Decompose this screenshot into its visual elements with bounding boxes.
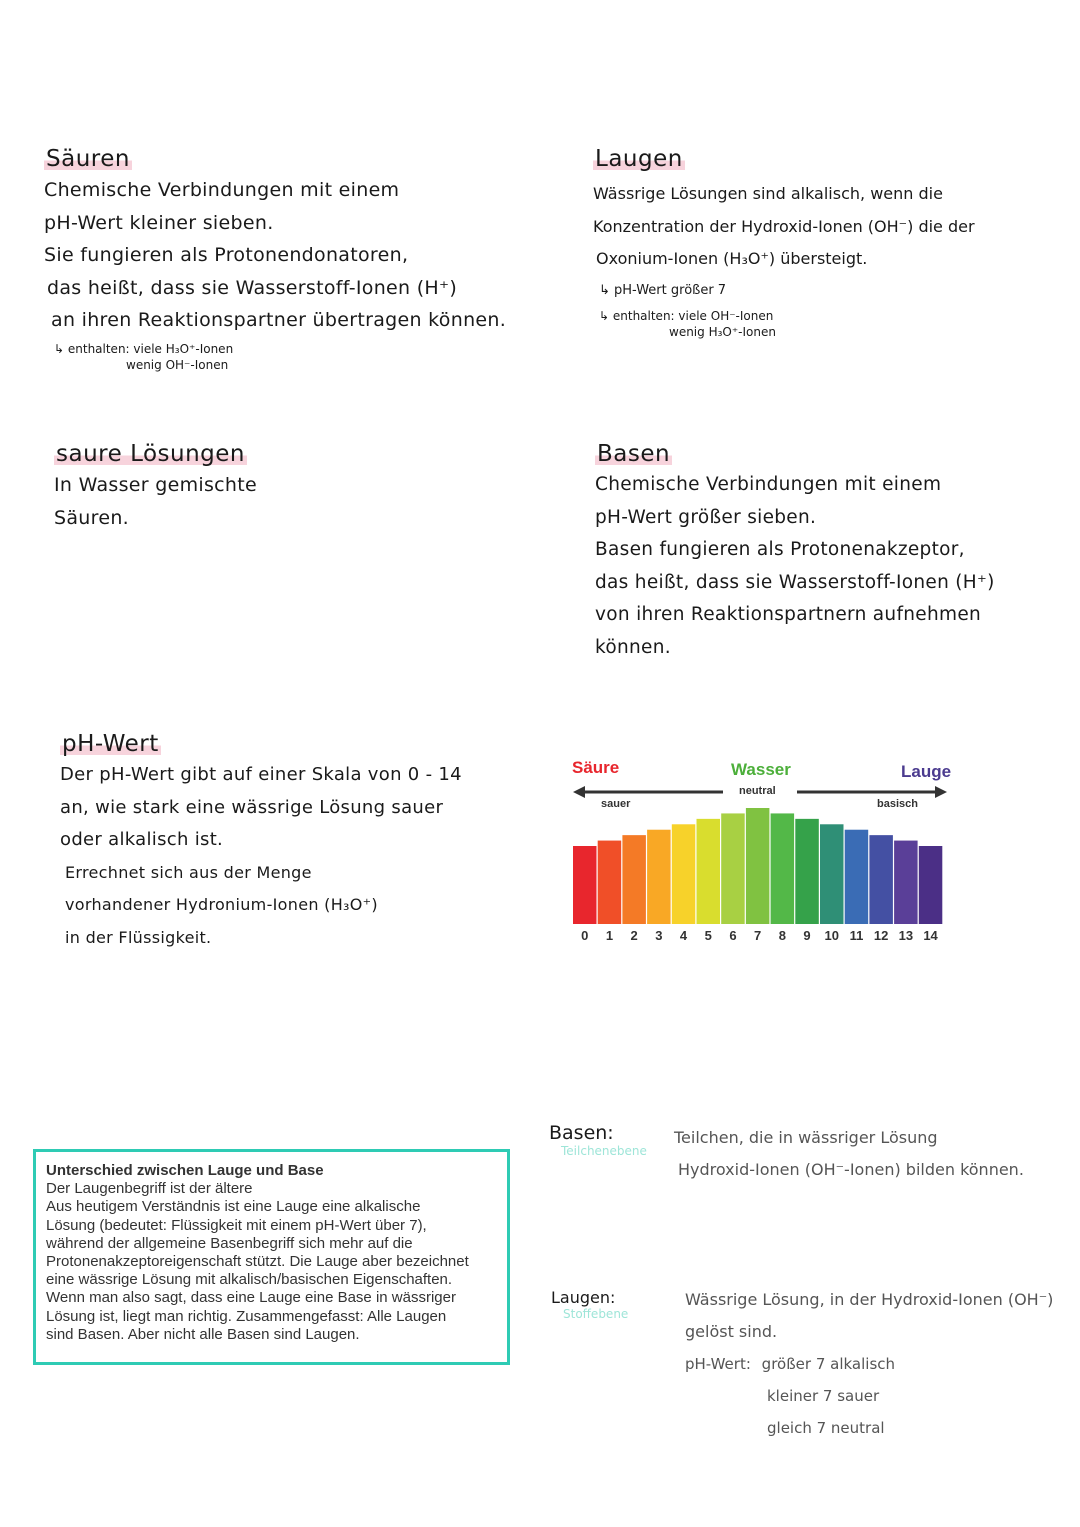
ph-tick-label: 7	[754, 928, 762, 943]
sauer-label: sauer	[601, 798, 631, 810]
ph-bar-12	[869, 835, 893, 924]
ph-tick-label: 5	[704, 928, 712, 943]
text-line: In Wasser gemischte	[54, 474, 258, 496]
difference-box	[33, 1149, 510, 1365]
ph-bar-2	[622, 835, 646, 924]
text-line: sind Basen. Aber nicht alle Basen sind Laugen.	[46, 1325, 360, 1343]
text-line: Errechnet sich aus der Menge	[65, 862, 312, 882]
text-line: pH-Wert kleiner sieben.	[44, 211, 274, 234]
text-line: Konzentration der Hydroxid-Ionen (OH⁻) die der	[593, 216, 975, 236]
text-line: oder alkalisch ist.	[60, 829, 224, 850]
ph-bar-13	[894, 841, 918, 924]
note-line: ↳ enthalten: viele OH⁻-Ionen	[599, 308, 774, 323]
ph-tick-label: 3	[655, 928, 663, 943]
text-line: eine wässrige Lösung mit alkalisch/basischen Eigenschaften.	[46, 1271, 453, 1289]
laugen-def-label: Laugen:	[551, 1288, 616, 1307]
text-line: gelöst sind.	[685, 1322, 778, 1341]
text-line: das heißt, dass sie Wasserstoff-Ionen (H⁺)	[47, 276, 458, 299]
ph-tick-label: 4	[679, 928, 688, 943]
basen-def-sub: Teilchenebene	[561, 1144, 647, 1158]
ph-bar-5	[697, 819, 721, 924]
ph-tick-label: 1	[605, 928, 614, 943]
water-label: Wasser	[731, 760, 791, 779]
text-line: Aus heutigem Verständnis ist eine Lauge eine alkalische	[46, 1198, 421, 1216]
ph-bar-7	[746, 808, 770, 924]
text-line: an ihren Reaktionspartner übertragen können.	[51, 309, 507, 331]
note-line: ↳ enthalten: viele H₃O⁺-Ionen	[54, 341, 234, 356]
saeuren-section	[44, 146, 514, 373]
text-line: Chemische Verbindungen mit einem	[44, 179, 400, 201]
basen-def-label: Basen:	[549, 1122, 614, 1144]
ph-tick-label: 6	[729, 928, 737, 943]
text-line: Basen fungieren als Protonenakzeptor,	[595, 539, 965, 560]
text-line: Protonenakzeptoreigenschaft stützt. Die Lauge aber bezeichnet	[46, 1253, 469, 1271]
note-line: ↳ pH-Wert größer 7	[599, 282, 727, 298]
text-line: Wässrige Lösung, in der Hydroxid-Ionen (OH⁻)	[685, 1290, 1054, 1309]
text-line: Sie fungieren als Protonendonatoren,	[44, 244, 409, 266]
text-line: an, wie stark eine wässrige Lösung sauer	[60, 796, 444, 818]
ph-bar-3	[647, 830, 671, 924]
note-line: wenig OH⁻-Ionen	[126, 357, 229, 372]
laugen-text	[593, 178, 1053, 276]
laugen-definition-label	[551, 1288, 628, 1321]
ph-bar-8	[771, 813, 795, 924]
saure-loesungen-title: saure Lösungen	[56, 441, 246, 467]
text-line: Lösung (bedeutet: Flüssigkeit mit einem pH-Wert über 7),	[46, 1216, 427, 1234]
base-arrowhead	[935, 786, 947, 798]
saure-loesungen-section	[54, 441, 454, 534]
acid-arrowhead	[573, 786, 585, 798]
laugen-ph-item: größer 7 alkalisch	[761, 1355, 896, 1373]
ph-bar-14	[919, 846, 943, 924]
text-line: Wenn man also sagt, dass eine Lauge eine Base in wässriger	[46, 1289, 456, 1307]
ph-wert-section	[60, 731, 520, 954]
text-line: Der Laugenbegriff ist der ältere	[46, 1180, 253, 1198]
text-line: Säuren.	[54, 506, 130, 529]
ph-scale-graphic	[567, 756, 957, 956]
laugen-def-sub: Stoffebene	[563, 1307, 629, 1321]
ph-tick-label: 11	[849, 928, 864, 943]
acid-label: Säure	[572, 758, 620, 777]
ph-bar-11	[845, 830, 869, 924]
difference-box-text	[46, 1180, 497, 1344]
ph-tick-label: 2	[630, 928, 638, 943]
laugen-ph-item: gleich 7 neutral	[767, 1419, 885, 1437]
note-line: wenig H₃O⁺-Ionen	[669, 324, 776, 339]
scale-bars	[573, 808, 942, 924]
basen-definition-label	[549, 1122, 647, 1158]
laugen-title: Laugen	[595, 146, 683, 172]
ph-bar-1	[598, 841, 622, 924]
laugen-ph-label: pH-Wert:	[685, 1355, 751, 1373]
laugen-section	[593, 146, 1053, 340]
ph-tick-label: 13	[898, 928, 914, 943]
saeuren-text	[44, 174, 514, 337]
ph-bar-6	[721, 813, 745, 924]
ph-tick-label: 14	[923, 928, 938, 943]
text-line: vorhandener Hydronium-Ionen (H₃O⁺)	[65, 895, 378, 914]
scale-ticks	[581, 928, 938, 943]
text-line: pH-Wert größer sieben.	[595, 506, 817, 528]
ph-tick-label: 10	[824, 928, 839, 943]
difference-box-title: Unterschied zwischen Lauge und Base	[46, 1162, 324, 1179]
neutral-label: neutral	[739, 785, 776, 797]
text-line: das heißt, dass sie Wasserstoff-Ionen (H⁺)	[595, 571, 995, 593]
ph-bar-0	[573, 846, 597, 924]
text-line: können.	[595, 636, 671, 658]
laugen-ph-item: kleiner 7 sauer	[767, 1387, 880, 1405]
ph-bar-9	[795, 819, 819, 924]
text-line: Teilchen, die in wässriger Lösung	[674, 1128, 938, 1147]
text-line: Oxonium-Ionen (H₃O⁺) übersteigt.	[596, 249, 868, 268]
text-line: Hydroxid-Ionen (OH⁻-Ionen) bilden können.	[678, 1160, 1024, 1179]
base-label: Lauge	[901, 762, 952, 781]
basen-title: Basen	[597, 441, 671, 467]
ph-scale-svg	[567, 756, 957, 956]
saeuren-title: Säuren	[46, 146, 130, 172]
ph-wert-title: pH-Wert	[62, 731, 159, 757]
basisch-label: basisch	[877, 798, 918, 810]
ph-bar-10	[820, 824, 844, 924]
basen-section	[595, 441, 1065, 664]
text-line: von ihren Reaktionspartnern aufnehmen	[595, 604, 982, 625]
text-line: Der pH-Wert gibt auf einer Skala von 0 - 14	[60, 764, 462, 785]
laugen-definition-text	[685, 1284, 1053, 1444]
ph-tick-label: 9	[803, 928, 811, 943]
ph-bar-4	[672, 824, 696, 924]
text-line: Wässrige Lösungen sind alkalisch, wenn die	[593, 184, 943, 203]
laugen-ph-line	[685, 1348, 1053, 1380]
ph-tick-label: 12	[873, 928, 889, 943]
text-line: Lösung ist, liegt man richtig. Zusammengefasst: Alle Laugen	[46, 1307, 447, 1325]
ph-tick-label: 8	[778, 928, 786, 943]
basen-definition-text	[674, 1122, 1024, 1186]
text-line: Chemische Verbindungen mit einem	[595, 474, 942, 495]
text-line: in der Flüssigkeit.	[65, 927, 212, 947]
scale-arrows	[573, 786, 947, 798]
ph-tick-label: 0	[581, 928, 589, 943]
text-line: während der allgemeine Basenbegriff sich mehr auf die	[46, 1234, 413, 1252]
